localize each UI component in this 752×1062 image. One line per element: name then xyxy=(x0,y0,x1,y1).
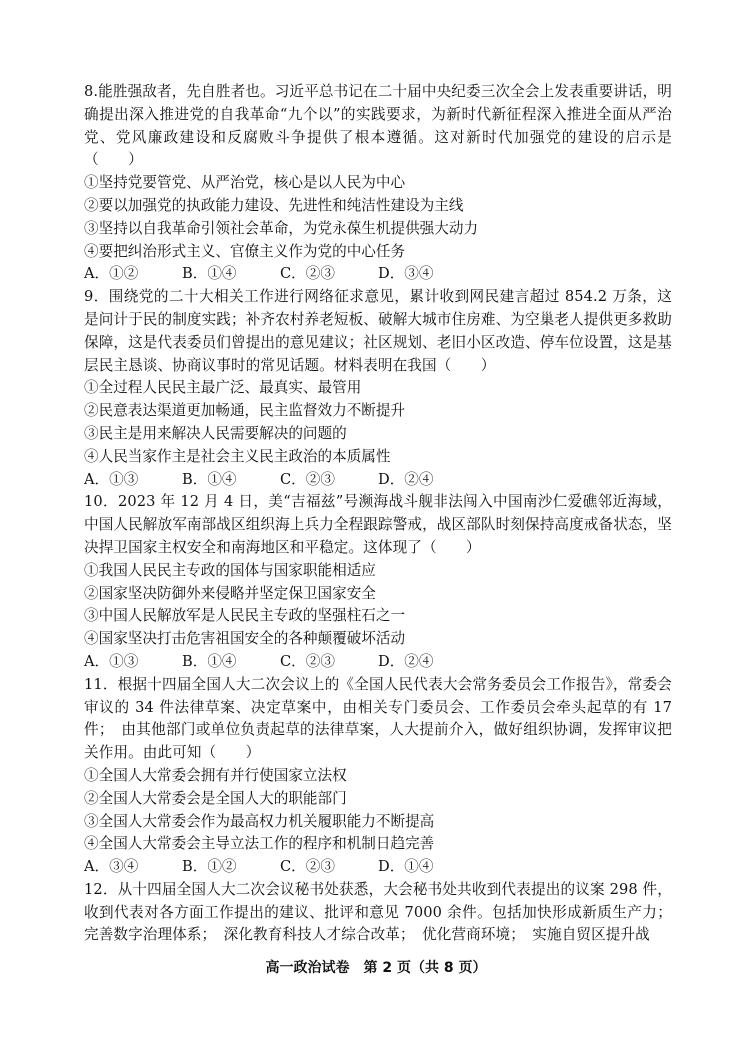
question-11 xyxy=(84,674,672,879)
answer-choices xyxy=(84,263,672,286)
answer-c: C．②③ xyxy=(280,652,335,670)
answer-d: D．③④ xyxy=(378,265,434,283)
answer-choices xyxy=(84,651,672,674)
option-1: ①我国人民民主专政的国体与国家职能相适应 xyxy=(84,561,376,579)
question-9 xyxy=(84,286,672,491)
answer-b: B．①④ xyxy=(182,470,237,488)
answer-b: B．①④ xyxy=(182,652,237,670)
answer-choices xyxy=(84,856,672,879)
question-12 xyxy=(84,879,672,947)
page-footer: 高一政治试卷 第 2 页（共 8 页） xyxy=(265,960,487,976)
answer-choices xyxy=(84,469,672,492)
option-4: ④国家坚决打击危害祖国安全的各种颠覆破坏活动 xyxy=(84,630,406,648)
answer-c: C．②③ xyxy=(280,858,335,876)
option-4: ④人民当家作主是社会主义民主政治的本质属性 xyxy=(84,447,391,465)
question-list xyxy=(84,81,672,947)
option-2: ②民意表达渠道更加畅通，民主监督效力不断提升 xyxy=(84,402,406,420)
question-10 xyxy=(84,491,672,673)
option-2: ②要以加强党的执政能力建设、先进性和纯洁性建设为主线 xyxy=(84,196,464,214)
option-3: ③全国人大常委会作为最高权力机关履职能力不断提高 xyxy=(84,812,435,830)
answer-d: D．②④ xyxy=(378,470,434,488)
option-1: ①全过程人民民主最广泛、最真实、最管用 xyxy=(84,379,362,397)
option-2: ②国家坚决防御外来侵略并坚定保卫国家安全 xyxy=(84,584,376,602)
option-1: ①全国人大常委会拥有并行使国家立法权 xyxy=(84,766,347,784)
answer-c: C．②③ xyxy=(280,265,335,283)
question-stem: 12．从十四届全国人大二次会议秘书处获悉，大会秘书处共收到代表提出的议案 298 件，收到代表对各方面工作提出的建议、批评和意见 7000 余件。包括加快形成新质生产力；完善数字治理体系； 深化教育科技人才综合改革； 优化营商环境； 实施自贸区提升战 xyxy=(84,880,672,944)
option-3: ③民主是用来解决人民需要解决的问题的 xyxy=(84,424,347,442)
answer-d: D．②④ xyxy=(378,652,434,670)
answer-d: D．①④ xyxy=(378,858,434,876)
answer-a: A．③④ xyxy=(84,858,139,876)
option-3: ③坚持以自我革命引领社会革命，为党永葆生机提供强大动力 xyxy=(84,219,479,237)
option-4: ④全国人大常委会主导立法工作的程序和机制日趋完善 xyxy=(84,835,435,853)
answer-b: B．①④ xyxy=(182,265,237,283)
answer-b: B．①② xyxy=(182,858,237,876)
question-stem: 10．2023 年 12 月 4 日，美“吉福兹”号濒海战斗舰非法闯入中国南沙仁爱礁邻近海域，中国人民解放军南部战区组织海上兵力全程跟踪警戒，战区部队时刻保持高度戒备状态，坚决捍卫国家主权安全和南海地区和平稳定。这体现了（ ） xyxy=(84,493,672,556)
answer-c: C．②③ xyxy=(280,470,335,488)
answer-a: A．①③ xyxy=(84,652,139,670)
option-1: ①坚持党要管党、从严治党，核心是以人民为中心 xyxy=(84,174,406,192)
question-stem: 8.能胜强敌者，先自胜者也。习近平总书记在二十届中央纪委三次全会上发表重要讲话，明确提出深入推进党的自我革命“九个以”的实践要求，为新时代新征程深入推进全面从严治党、党风廉政建设和反腐败斗争提供了根本遵循。这对新时代加强党的建设的启示是（ ） xyxy=(84,83,672,169)
option-3: ③中国人民解放军是人民民主专政的坚强柱石之一 xyxy=(84,607,406,625)
option-4: ④要把纠治形式主义、官僚主义作为党的中心任务 xyxy=(84,242,406,260)
option-2: ②全国人大常委会是全国人大的职能部门 xyxy=(84,789,347,807)
answer-a: A．①② xyxy=(84,265,139,283)
answer-a: A．①③ xyxy=(84,470,139,488)
question-stem: 11．根据十四届全国人大二次会议上的《全国人民代表大会常务委员会工作报告》，常委会审议的 34 件法律草案、决定草案中，由相关专门委员会、工作委员会牵头起草的有 17 件； 由其他部门或单位负责起草的法律草案，人大提前介入，做好组织协调，发挥审议把关作用。由此可知（ ） xyxy=(84,675,672,762)
question-stem: 9．围绕党的二十大相关工作进行网络征求意见，累计收到网民建言超过 854.2 万条，这是问计于民的制度实践；补齐农村养老短板、破解大城市住房难、为空巢老人提供更多救助保障，这是代表委员们曾提出的意见建议；社区规划、老旧小区改造、停车位设置，这是基层民主恳谈、协商议事时的常见话题。材料表明在我国（ ） xyxy=(84,288,672,374)
question-8 xyxy=(84,81,672,286)
